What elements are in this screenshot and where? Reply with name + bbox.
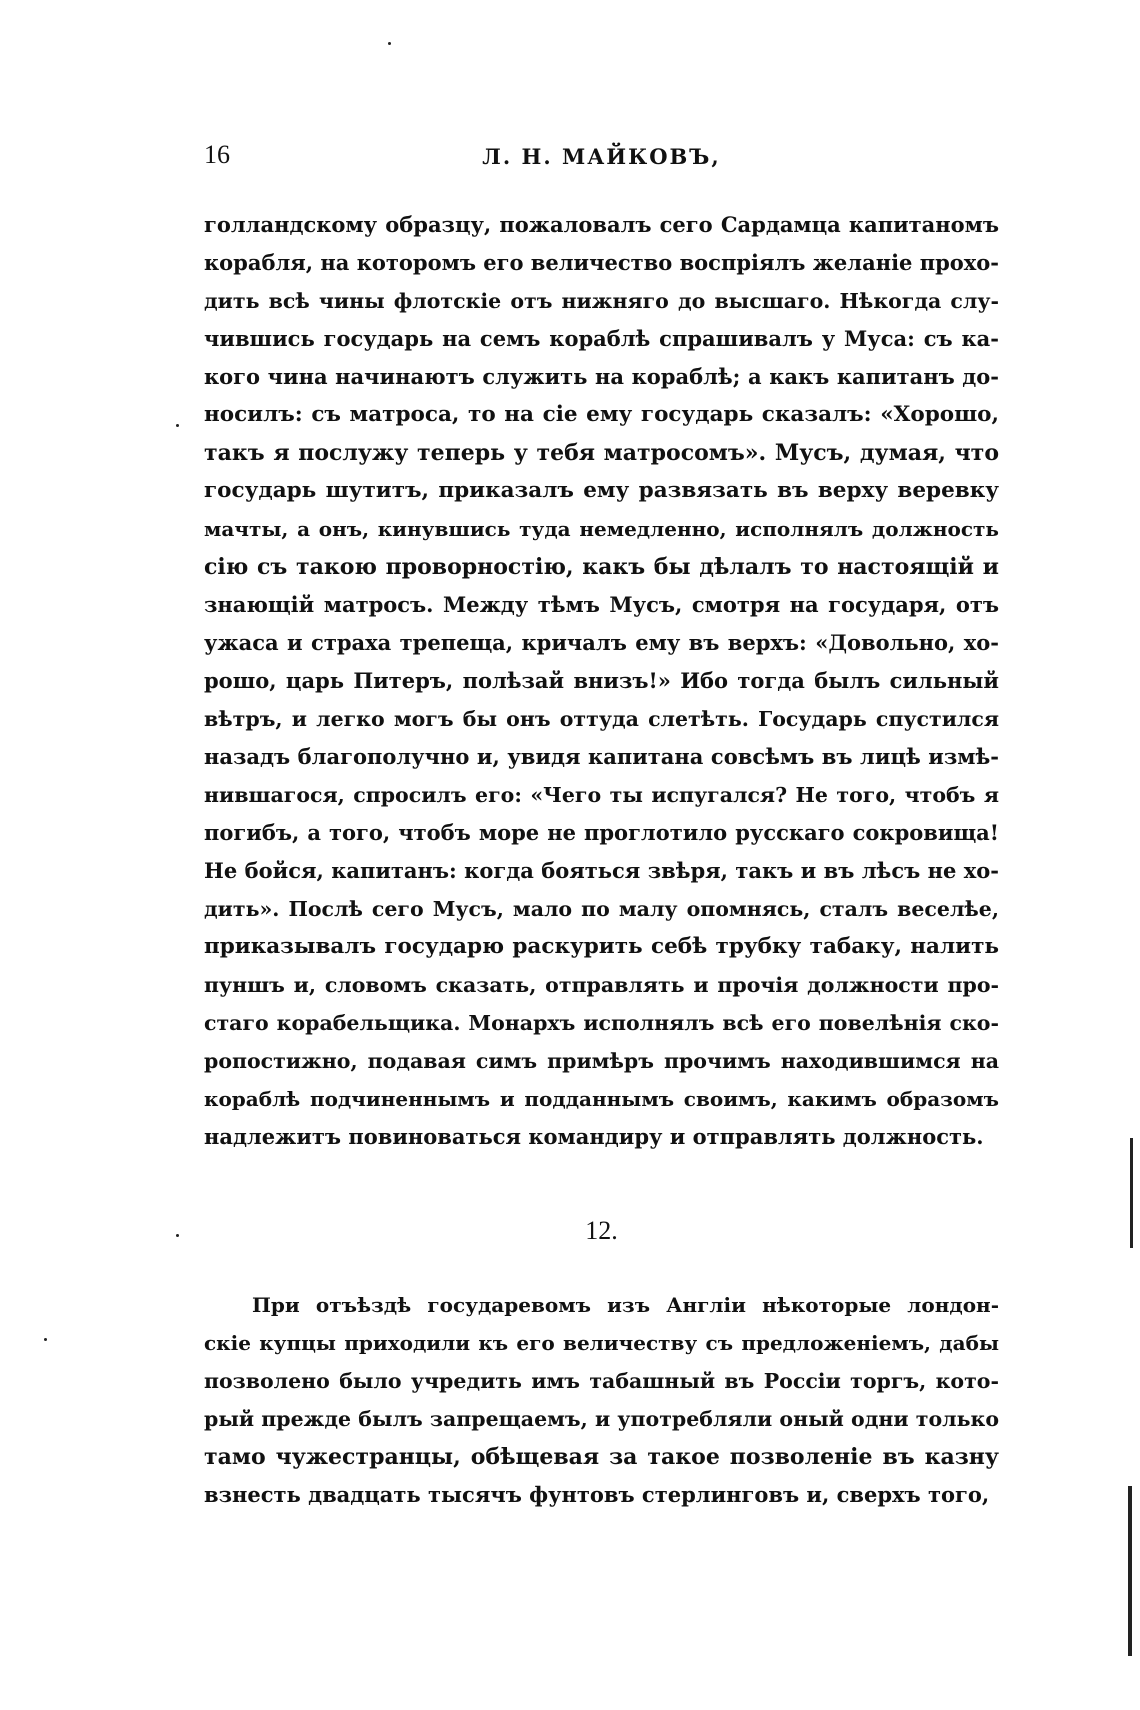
- text-line: мачты, а онъ, кинувшись туда немедленно, исполнялъ должность: [204, 517, 999, 541]
- text-line: пуншъ и, словомъ сказать, отправлять и прочія должности про-: [204, 973, 999, 997]
- text-line: такъ я послужу теперь у тебя матросомъ». Мусъ, думая, что: [204, 440, 999, 466]
- page-edge-mark: [1130, 1138, 1133, 1248]
- text-line: рый прежде былъ запрещаемъ, и употребляли оный одни только: [204, 1407, 999, 1431]
- text-line: скіе купцы приходили къ его величеству съ предложеніемъ, дабы: [204, 1331, 999, 1355]
- scan-speck: [176, 424, 179, 427]
- text-line: корабля, на которомъ его величество воспріялъ желаніе прохо-: [204, 250, 1000, 275]
- text-line: носилъ: съ матроса, то на сіе ему государь сказалъ: «Хорошо,: [204, 402, 999, 427]
- scan-speck: [388, 42, 391, 45]
- page-number: 16: [204, 140, 230, 169]
- text-line: Не бойся, капитанъ: когда бояться звѣря, такъ и въ лѣсъ не хо-: [204, 858, 999, 883]
- text-line: знающій матросъ. Между тѣмъ Мусъ, смотря на государя, отъ: [204, 592, 999, 617]
- text-line: стаго корабельщика. Монархъ исполнялъ всѣ его повелѣнія ско-: [204, 1011, 999, 1035]
- page-edge-mark: [1128, 1486, 1132, 1656]
- text-line: ропостижно, подавая симъ примѣръ прочимъ находившимся на: [204, 1049, 999, 1073]
- text-line: дить всѣ чины флотскіе отъ нижняго до высшаго. Нѣкогда слу-: [204, 289, 999, 313]
- scan-speck: [44, 1338, 47, 1341]
- text-line: чившись государь на семъ кораблѣ спрашивалъ у Муса: съ ка-: [204, 326, 999, 351]
- text-line: государь шутитъ, приказалъ ему развязать въ верху веревку: [204, 478, 999, 503]
- text-line: кораблѣ подчиненнымъ и подданнымъ своимъ, какимъ образомъ: [204, 1087, 999, 1111]
- text-line: вѣтръ, и легко могъ бы онъ оттуда слетѣть. Государь спустился: [204, 707, 999, 731]
- text-line: При отъѣздѣ государевомъ изъ Англіи нѣкоторые лондон-: [252, 1293, 999, 1317]
- body-text: [204, 206, 999, 1156]
- text-line: приказывалъ государю раскурить себѣ трубку табаку, налить: [204, 934, 999, 959]
- text-line: ужаса и страха трепеща, кричалъ ему въ верхъ: «Довольно, хо-: [204, 630, 999, 655]
- running-head: Л. Н. МАЙКОВЪ,: [482, 144, 721, 169]
- section-number: 12.: [585, 1216, 618, 1245]
- text-line: голландскому образцу, пожаловалъ сего Сардамца капитаномъ: [204, 212, 999, 237]
- text-line: позволено было учредить имъ табашный въ Россіи торгъ, кото-: [204, 1369, 999, 1393]
- text-line: сію съ такою проворностію, какъ бы дѣлалъ то настоящій и: [204, 554, 999, 580]
- text-line: нившагося, спросилъ его: «Чего ты испугался? Не того, чтобъ я: [204, 783, 999, 807]
- text-line: тамо чужестранцы, обѣщевая за такое позволеніе въ казну: [204, 1444, 999, 1470]
- text-line: назадъ благополучно и, увидя капитана совсѣмъ въ лицѣ измѣ-: [204, 744, 999, 769]
- text-line: погибъ, а того, чтобъ море не проглотило русскаго сокровища!: [204, 820, 999, 845]
- section-text: [204, 1286, 999, 1514]
- text-line: взнесть двадцать тысячъ фунтовъ стерлинговъ и, сверхъ того,: [204, 1482, 990, 1507]
- page-header: [204, 140, 999, 180]
- text-line: надлежитъ повиноваться командиру и отправлять должность.: [204, 1124, 984, 1149]
- text-line: кого чина начинаютъ служить на кораблѣ; а какъ капитанъ до-: [204, 364, 999, 389]
- text-line: рошо, царь Питеръ, полѣзай внизъ!» Ибо тогда былъ сильный: [204, 668, 999, 693]
- text-line: дить». Послѣ сего Мусъ, мало по малу опомнясь, сталъ веселѣе,: [204, 897, 999, 921]
- scan-speck: [176, 1234, 179, 1237]
